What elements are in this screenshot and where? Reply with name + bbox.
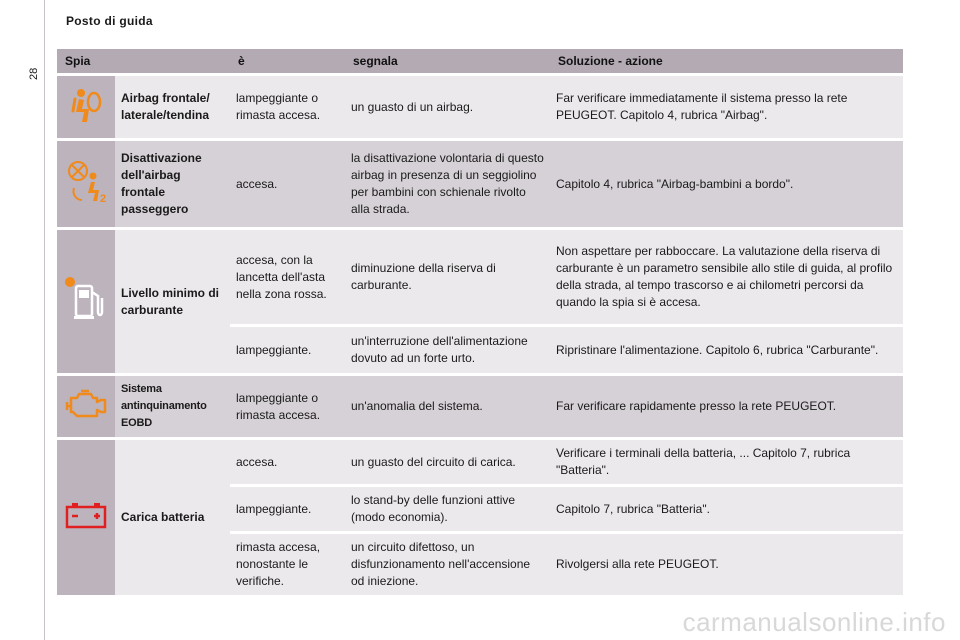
light-name: Disattivazione dell'airbag frontale passeggero [115, 141, 230, 227]
action-cell: Far verificare immediatamente il sistema presso la rete PEUGEOT. Capitolo 4, rubrica "Airbag". [550, 76, 903, 138]
action-cell: Capitolo 4, rubrica "Airbag-bambini a bordo". [550, 141, 903, 227]
table-row-airbag [57, 76, 903, 138]
state-cell: accesa, con la lancetta dell'asta nella zona rossa. [230, 230, 345, 324]
light-name: Airbag frontale/ laterale/tendina [115, 76, 230, 138]
engine-check-icon [63, 386, 109, 427]
signal-cell: diminuzione della riserva di carburante. [345, 230, 550, 324]
icon-cell [57, 440, 115, 595]
action-cell: Capitolo 7, rubrica "Batteria". [550, 487, 903, 531]
icon-cell [57, 376, 115, 437]
page-title: Posto di guida [66, 14, 153, 28]
header-action: Soluzione - azione [550, 49, 903, 73]
state-cell: accesa. [230, 141, 345, 227]
page-number: 28 [28, 67, 40, 80]
icon-cell [57, 76, 115, 138]
svg-text:2: 2 [100, 192, 107, 204]
signal-cell: un circuito difettoso, un disfunzionamento nell'accensione od iniezione. [345, 534, 550, 595]
warning-lights-table [57, 46, 903, 598]
action-cell: Verificare i terminali della batteria, ... Capitolo 7, rubrica "Batteria". [550, 440, 903, 484]
state-cell: lampeggiante o rimasta accesa. [230, 76, 345, 138]
table-row-deactivation [57, 141, 903, 227]
table-header-row [57, 49, 903, 73]
signal-cell: un guasto di un airbag. [345, 76, 550, 138]
watermark: carmanualsonline.info [682, 607, 946, 637]
signal-cell: un guasto del circuito di carica. [345, 440, 550, 484]
icon-cell [57, 230, 115, 373]
state-cell: rimasta accesa, nonostante le verifiche. [230, 534, 345, 595]
light-name: Livello minimo di carburante [115, 230, 230, 373]
side-rule [44, 0, 45, 640]
header-state: è [230, 49, 345, 73]
header-signal: segnala [345, 49, 550, 73]
table-row-fuel [57, 230, 903, 324]
signal-cell: lo stand-by delle funzioni attive (modo economia). [345, 487, 550, 531]
light-name: Sistema antinquinamento EOBD [115, 376, 230, 437]
action-cell: Rivolgersi alla rete PEUGEOT. [550, 534, 903, 595]
state-cell: lampeggiante. [230, 327, 345, 373]
fuel-pump-icon [64, 274, 108, 329]
action-cell: Far verificare rapidamente presso la rete PEUGEOT. [550, 376, 903, 437]
battery-icon [64, 499, 108, 536]
action-cell: Ripristinare l'alimentazione. Capitolo 6, rubrica "Carburante". [550, 327, 903, 373]
airbag-warning-icon [66, 85, 106, 130]
action-cell: Non aspettare per rabboccare. La valutazione della riserva di carburante è un parametro sensibile allo stile di guida, al profilo della strada, al tempo trascorso e ai chilometri percorsi da quando la spia si è accesa. [550, 230, 903, 324]
table-row-battery [57, 440, 903, 484]
light-name: Carica batteria [115, 440, 230, 595]
header-spia: Spia [57, 49, 230, 73]
icon-cell [57, 141, 115, 227]
signal-cell: un'anomalia del sistema. [345, 376, 550, 437]
table-row-eobd [57, 376, 903, 437]
signal-cell: la disattivazione volontaria di questo airbag in presenza di un seggiolino per bambini con schienale rivolto alla strada. [345, 141, 550, 227]
state-cell: lampeggiante. [230, 487, 345, 531]
state-cell: lampeggiante o rimasta accesa. [230, 376, 345, 437]
state-cell: accesa. [230, 440, 345, 484]
passenger-airbag-off-icon [64, 160, 108, 209]
signal-cell: un'interruzione dell'alimentazione dovuto ad un forte urto. [345, 327, 550, 373]
